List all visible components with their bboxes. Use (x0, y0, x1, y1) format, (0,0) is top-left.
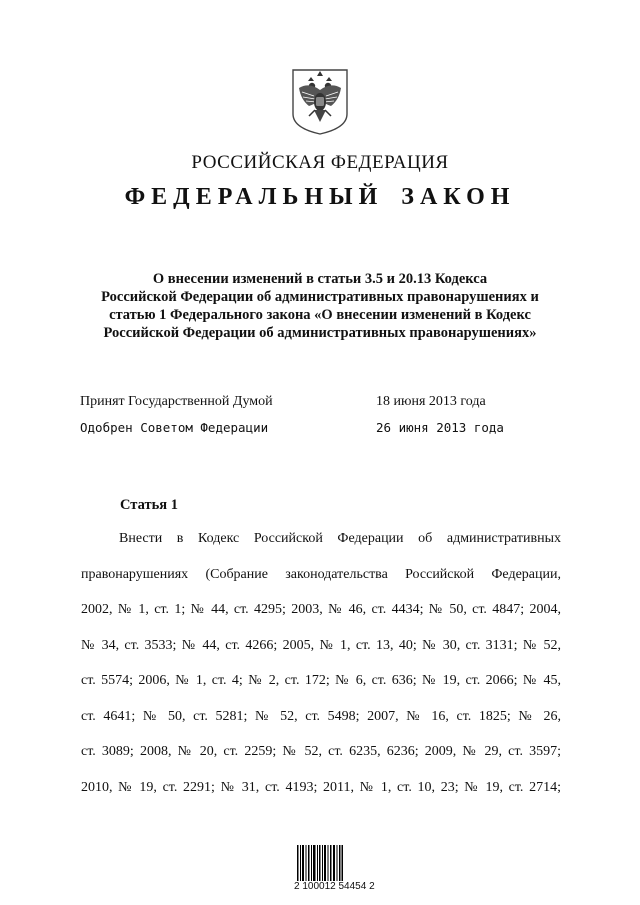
article-text-line: 2002, № 1, ст. 1; № 44, ст. 4295; 2003, № 46, ст. 4434; № 50, ст. 4847; 2004, (81, 602, 561, 617)
article-text-line: правонарушениях (Собрание законодательства Российской Федерации, (81, 566, 561, 582)
council-approval-date: 26 июня 2013 года (376, 420, 504, 435)
article-text-line: № 34, ст. 3533; № 44, ст. 4266; 2005, № 1, ст. 13, 40; № 30, ст. 3131; № 52, (81, 637, 561, 653)
law-title (70, 270, 570, 342)
russian-coat-of-arms-icon (287, 66, 353, 136)
law-type-heading (0, 184, 640, 211)
title-line: Российской Федерации об административных правонарушениях и (101, 289, 539, 305)
article-text-line: ст. 3089; 2008, № 20, ст. 2259; № 52, ст. 6235, 6236; 2009, № 29, ст. 3597; (81, 744, 561, 759)
article-text-line: ст. 4641; № 50, ст. 5281; № 52, ст. 5498; 2007, № 16, ст. 1825; № 26, (81, 708, 561, 724)
article-body (81, 529, 561, 813)
article-text-line: 2010, № 19, ст. 2291; № 31, ст. 4193; 2011, № 1, ст. 10, 23; № 19, ст. 2714; (81, 779, 561, 795)
country-name: РОССИЙСКАЯ ФЕДЕРАЦИЯ (191, 152, 449, 173)
duma-adoption-date: 18 июня 2013 года (376, 394, 486, 409)
article-text-line: Внести в Кодекс Российской Федерации об административных (119, 531, 561, 546)
law-type-word-law: ЗАКОН (401, 184, 516, 210)
article-text-line: ст. 5574; 2006, № 1, ст. 4; № 2, ст. 172; № 6, ст. 636; № 19, ст. 2066; № 45, (81, 673, 561, 688)
title-line: О внесении изменений в статьи 3.5 и 20.13 Кодекса (152, 271, 488, 287)
barcode-number: 2 100012 54454 2 (294, 881, 375, 892)
law-type-word-federal: ФЕДЕРАЛЬНЫЙ (124, 184, 384, 210)
title-line: Российской Федерации об административных правонарушениях» (103, 325, 537, 341)
article-heading: Статья 1 (120, 497, 178, 513)
barcode-icon (297, 845, 343, 881)
duma-adoption-label: Принят Государственной Думой (80, 394, 273, 409)
council-approval-label: Одобрен Советом Федерации (80, 420, 269, 435)
title-line: статью 1 Федерального закона «О внесении изменений в Кодекс (109, 307, 531, 323)
